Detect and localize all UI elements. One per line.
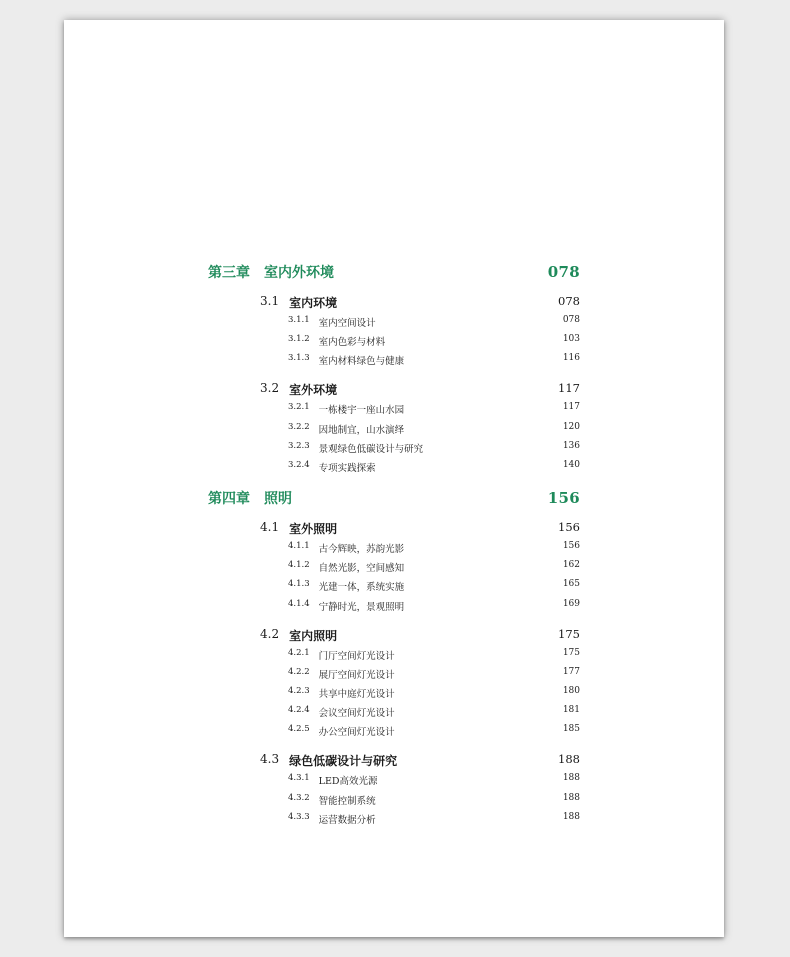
toc-entry-page-number: 185 — [562, 724, 580, 735]
toc-entry-label — [288, 705, 395, 719]
toc-entry[interactable] — [288, 773, 580, 787]
toc-entry-title: 一栋楼宇一座山水园 — [318, 405, 405, 417]
toc-entry-label — [288, 441, 423, 455]
toc-entry-number: 4.1.1 — [288, 541, 310, 551]
toc-entry-label — [288, 686, 395, 700]
toc-entry-label — [288, 315, 376, 329]
toc-entry[interactable] — [288, 686, 580, 700]
chapter-label — [208, 262, 334, 282]
section-number: 4.2 — [260, 626, 280, 641]
toc-entry-label — [288, 667, 395, 681]
chapter-number: 第四章 — [208, 491, 250, 507]
chapter-label — [208, 488, 292, 508]
toc-entry-page-number: 188 — [562, 811, 580, 822]
toc-entry-label — [288, 402, 404, 416]
section-title: 室外照明 — [289, 522, 338, 536]
toc-entry-label — [288, 334, 385, 348]
chapter-title: 照明 — [264, 491, 292, 507]
section-title: 室内环境 — [289, 296, 338, 310]
toc-entry-number: 4.1.2 — [288, 560, 310, 571]
toc-entry-page-number: 140 — [562, 460, 580, 470]
section-heading[interactable] — [260, 752, 580, 769]
toc-entry-title: 共享中庭灯光设计 — [318, 689, 395, 700]
toc-entry-number: 3.2.2 — [288, 421, 310, 432]
section-number: 4.1 — [260, 520, 280, 534]
chapter-number: 第三章 — [208, 265, 250, 281]
toc-entry-title: 室内空间设计 — [318, 318, 376, 329]
section-heading[interactable] — [260, 294, 580, 311]
toc-entry-number: 3.1.3 — [288, 353, 310, 364]
section-heading[interactable] — [260, 520, 580, 537]
section-label — [260, 294, 337, 311]
toc-entry-label — [288, 812, 376, 826]
toc-entry[interactable] — [288, 560, 580, 574]
toc-entry-label — [288, 579, 404, 593]
chapter-heading[interactable] — [208, 488, 580, 508]
toc-entry-label — [288, 724, 395, 738]
toc-entry-title: 专项实践探索 — [318, 463, 376, 474]
toc-entry-title: 景观绿色低碳设计与研究 — [318, 443, 424, 455]
section-title: 室内照明 — [289, 628, 338, 643]
toc-entry-title: 办公空间灯光设计 — [318, 727, 395, 739]
toc-entry-page-number: 175 — [562, 647, 580, 658]
toc-entry-label — [288, 353, 404, 367]
toc-entry-label — [288, 793, 376, 807]
toc-entry-title: 室内色彩与材料 — [318, 337, 386, 349]
toc-entry[interactable] — [288, 648, 580, 662]
toc-entry-title: 室内材料绿色与健康 — [318, 356, 405, 368]
toc-entry-number: 4.3.2 — [288, 792, 310, 803]
chapter-heading[interactable] — [208, 262, 580, 282]
toc-entry-number: 3.2.1 — [288, 402, 310, 413]
chapter-page-number: 078 — [547, 263, 580, 281]
toc-entry-title: 门厅空间灯光设计 — [318, 650, 395, 662]
section-number: 3.1 — [260, 294, 280, 308]
chapter-title: 室内外环境 — [264, 265, 334, 281]
toc-entry-number: 3.1.1 — [288, 315, 310, 325]
toc-entry-number: 4.3.1 — [288, 773, 310, 784]
section-number: 4.3 — [260, 752, 280, 767]
section-page-number: 078 — [558, 294, 580, 308]
toc-entry-title: 自然光影，空间感知 — [318, 563, 405, 575]
toc-entry-page-number: 188 — [562, 773, 580, 784]
toc-entry[interactable] — [288, 579, 580, 593]
toc-entry-page-number: 136 — [562, 440, 580, 451]
document-page — [64, 20, 724, 937]
toc-entry-number: 4.2.2 — [288, 666, 310, 677]
section-page-number: 175 — [558, 626, 580, 641]
toc-entry[interactable] — [288, 353, 580, 367]
toc-entry-page-number: 103 — [562, 334, 580, 345]
toc-entry-title: 因地制宜，山水演绎 — [318, 424, 405, 436]
toc-entry-number: 4.2.1 — [288, 647, 310, 658]
toc-entry-title: 宁静时光，景观照明 — [318, 601, 405, 613]
section-heading[interactable] — [260, 381, 580, 398]
section-label — [260, 520, 337, 537]
toc-entry-title: LED高效光源 — [318, 776, 378, 788]
toc-entry-number: 4.2.4 — [288, 705, 310, 716]
toc-entry[interactable] — [288, 599, 580, 613]
section-label — [260, 752, 397, 769]
toc-entry[interactable] — [288, 812, 580, 826]
toc-entry-title: 会议空间灯光设计 — [318, 708, 395, 720]
toc-entry-title: 智能控制系统 — [318, 795, 376, 807]
toc-entry-label — [288, 560, 404, 574]
toc-entry-number: 4.2.5 — [288, 724, 310, 735]
toc-entry[interactable] — [288, 422, 580, 436]
toc-entry-page-number: 162 — [562, 560, 580, 571]
toc-entry-number: 4.1.4 — [288, 598, 310, 609]
section-page-number: 156 — [558, 520, 580, 534]
section-title: 绿色低碳设计与研究 — [289, 754, 398, 769]
table-of-contents — [64, 20, 724, 937]
toc-entry[interactable] — [288, 334, 580, 348]
toc-entry-title: 光建一体，系统实施 — [318, 582, 405, 594]
toc-entry-label — [288, 599, 404, 613]
toc-entry-page-number: 188 — [562, 792, 580, 803]
toc-entry-page-number: 156 — [562, 541, 580, 551]
toc-entry-number: 3.1.2 — [288, 334, 310, 345]
toc-entry-label — [288, 773, 378, 787]
toc-entry-label — [288, 648, 395, 662]
toc-entry-page-number: 165 — [562, 579, 580, 590]
section-page-number: 117 — [558, 381, 580, 396]
toc-entry-number: 4.2.3 — [288, 686, 310, 696]
toc-entry-number: 4.1.3 — [288, 579, 310, 590]
toc-entry-number: 3.2.4 — [288, 460, 310, 470]
toc-entry-title: 古今辉映，苏韵光影 — [318, 544, 405, 555]
section-title: 室外环境 — [289, 383, 338, 398]
toc-entry-page-number: 117 — [562, 402, 580, 413]
toc-entry-number: 4.3.3 — [288, 811, 310, 822]
toc-entry-page-number: 181 — [562, 705, 580, 716]
toc-entry[interactable] — [288, 705, 580, 719]
toc-entry-label — [288, 541, 404, 555]
chapter-page-number: 156 — [547, 489, 580, 507]
toc-entry[interactable] — [288, 541, 580, 555]
toc-entry[interactable] — [288, 724, 580, 738]
toc-entry-page-number: 180 — [562, 686, 580, 696]
toc-entry[interactable] — [288, 667, 580, 681]
toc-entry-title: 展厅空间灯光设计 — [318, 669, 395, 681]
section-label — [260, 627, 337, 644]
toc-entry[interactable] — [288, 460, 580, 474]
toc-entry[interactable] — [288, 402, 580, 416]
toc-entry-number: 3.2.3 — [288, 440, 310, 451]
section-page-number: 188 — [558, 752, 580, 767]
toc-entry-label — [288, 422, 404, 436]
toc-entry-page-number: 078 — [562, 315, 580, 325]
toc-entry-label — [288, 460, 376, 474]
section-label — [260, 381, 337, 398]
toc-entry-page-number: 169 — [562, 598, 580, 609]
toc-entry-page-number: 177 — [562, 666, 580, 677]
toc-entry-page-number: 116 — [562, 353, 580, 364]
toc-entry[interactable] — [288, 441, 580, 455]
toc-entry[interactable] — [288, 315, 580, 329]
toc-entry-page-number: 120 — [562, 421, 580, 432]
section-number: 3.2 — [260, 381, 280, 396]
toc-entry[interactable] — [288, 793, 580, 807]
section-heading[interactable] — [260, 627, 580, 644]
toc-entry-title: 运营数据分析 — [318, 814, 376, 826]
